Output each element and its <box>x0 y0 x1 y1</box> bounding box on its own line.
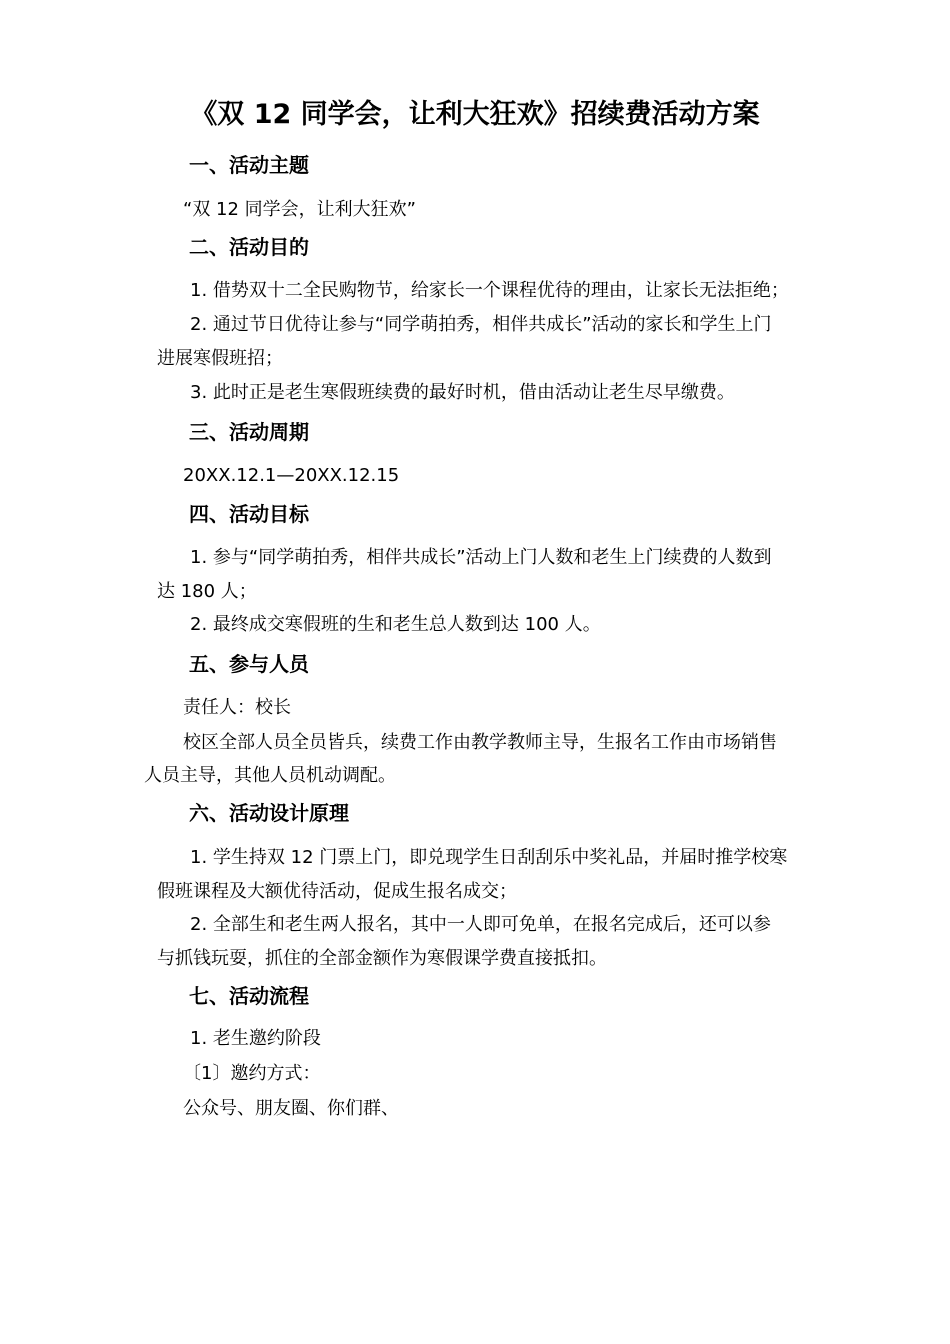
process-substep-1: 〔1〕邀约方式： <box>183 1063 321 1084</box>
staff-line-1: 校区全部人员全员皆兵，续费工作由教学教师主导，生报名工作由市场销售 <box>183 732 777 753</box>
section-heading-theme: 一、活动主题 <box>189 153 309 177</box>
document-title: 《双 12 同学会，让利大狂欢》招续费活动方案 <box>190 99 760 130</box>
design-item-1: 1. 学生持双 12 门票上门，即兑现学生日刮刮乐中奖礼品，并届时推学校寒 <box>190 847 788 868</box>
design-item-1-cont: 假班课程及大额优待活动，促成生报名成交； <box>157 881 517 902</box>
process-step-1: 1. 老生邀约阶段 <box>190 1028 321 1049</box>
design-item-2-cont: 与抓钱玩耍，抓住的全部金额作为寒假课学费直接抵扣。 <box>157 948 607 969</box>
section-heading-design: 六、活动设计原理 <box>189 801 349 825</box>
section-heading-period: 三、活动周期 <box>189 420 309 444</box>
process-channels: 公众号、朋友圈、你们群、 <box>183 1098 399 1119</box>
section-heading-process: 七、活动流程 <box>189 984 309 1008</box>
goal-item-1: 1. 参与“同学萌拍秀，相伴共成长”活动上门人数和老生上门续费的人数到 <box>190 547 772 568</box>
purpose-item-2: 2. 通过节日优待让参与“同学萌拍秀，相伴共成长”活动的家长和学生上门 <box>190 314 772 335</box>
period-text: 20XX.12.1—20XX.12.15 <box>183 465 400 486</box>
goal-item-1-cont: 达 180 人； <box>157 581 257 602</box>
purpose-item-2-cont: 进展寒假班招； <box>157 348 283 369</box>
purpose-item-1: 1. 借势双十二全民购物节，给家长一个课程优待的理由，让家长无法拒绝； <box>190 280 789 301</box>
staff-line-2: 人员主导，其他人员机动调配。 <box>144 765 396 786</box>
section-heading-participants: 五、参与人员 <box>189 652 309 676</box>
section-heading-purpose: 二、活动目的 <box>189 235 309 259</box>
design-item-2: 2. 全部生和老生两人报名，其中一人即可免单，在报名完成后，还可以参 <box>190 914 771 935</box>
goal-item-2: 2. 最终成交寒假班的生和老生总人数到达 100 人。 <box>190 614 601 635</box>
purpose-item-3: 3. 此时正是老生寒假班续费的最好时机，借由活动让老生尽早缴费。 <box>190 382 735 403</box>
responsible-person: 责任人：校长 <box>183 697 291 718</box>
theme-text: “双 12 同学会，让利大狂欢” <box>183 199 416 220</box>
section-heading-goal: 四、活动目标 <box>189 502 309 526</box>
